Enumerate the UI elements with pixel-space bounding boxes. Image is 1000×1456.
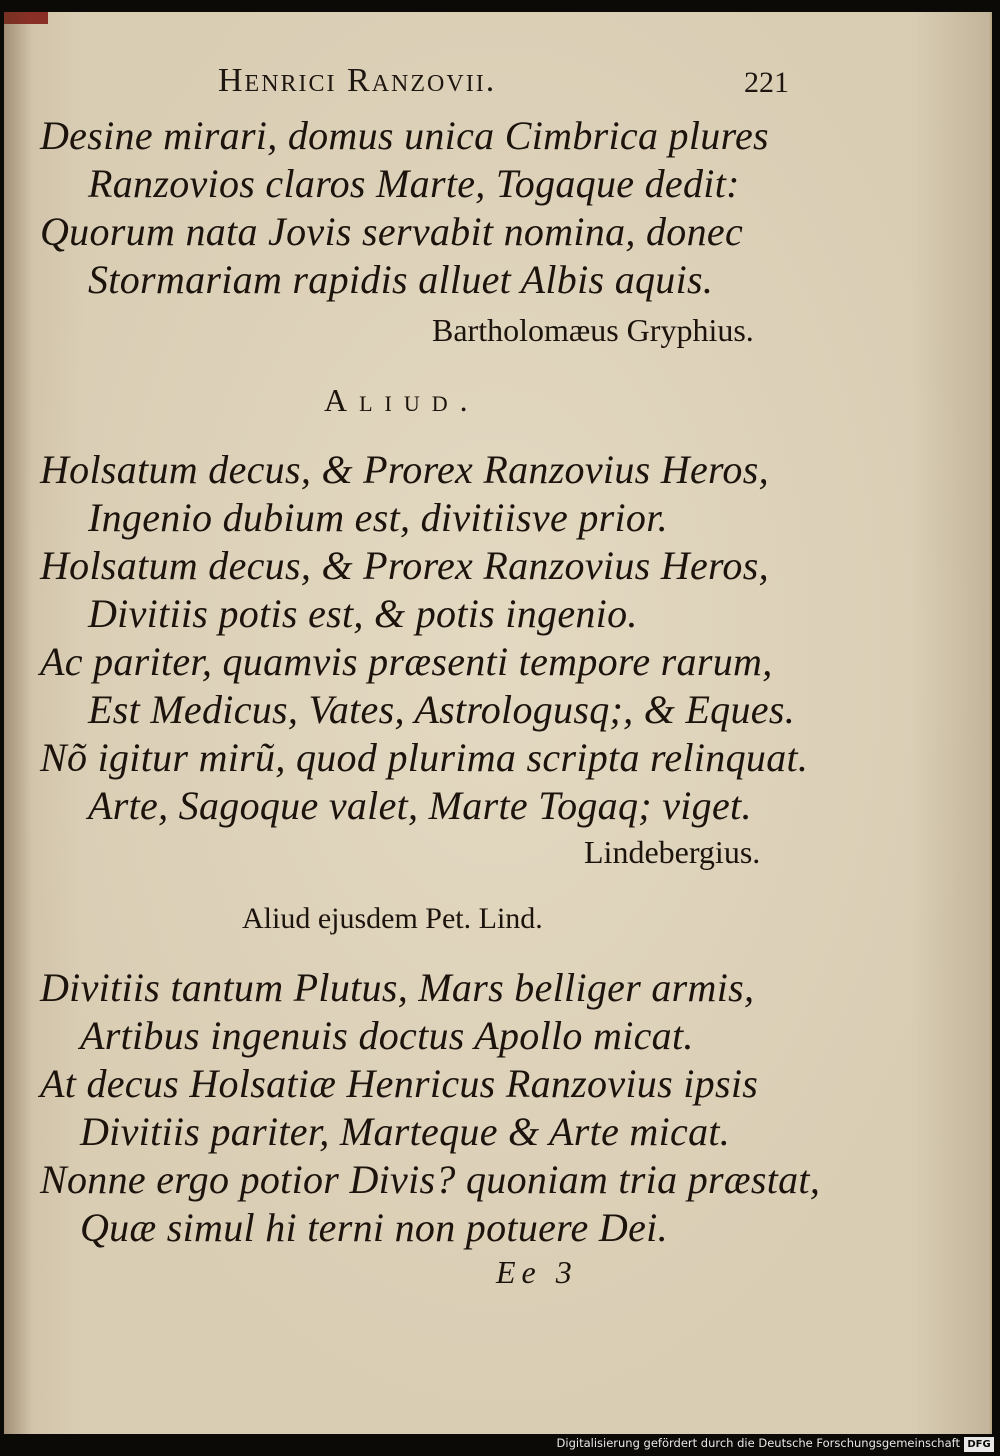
page-gutter-shadow [4, 12, 32, 1434]
poem-signature: Bartholomæus Gryphius. [432, 312, 754, 348]
verse-line: Quæ simul hi terni non potuere Dei. [80, 1205, 668, 1250]
verse-line: Artibus ingenuis doctus Apollo micat. [80, 1013, 694, 1058]
book-page [4, 12, 992, 1434]
verse-line: Ranzovios claros Marte, Togaque dedit: [88, 161, 740, 206]
funding-credit: Digitalisierung gefördert durch die Deutsche Forschungsgemeinschaft [556, 1436, 960, 1450]
verse-line: Divitiis tantum Plutus, Mars belliger armis, [40, 965, 755, 1010]
poem-heading: Aliud ejusdem Pet. Lind. [242, 902, 543, 935]
running-head: Henrici Ranzovii. [218, 62, 497, 99]
verse-line: Divitiis pariter, Marteque & Arte micat. [80, 1109, 731, 1154]
dfg-logo-icon: DFG [964, 1437, 994, 1452]
verse-line: Nonne ergo potior Divis? quoniam tria præstat, [40, 1157, 821, 1202]
verse-line: Ingenio dubium est, divitiisve prior. [88, 495, 668, 540]
verse-line: Holsatum decus, & Prorex Ranzovius Heros, [40, 543, 769, 588]
verse-line: Stormariam rapidis alluet Albis aquis. [88, 257, 714, 302]
verse-line: Holsatum decus, & Prorex Ranzovius Heros, [40, 447, 769, 492]
verse-line: Arte, Sagoque valet, Marte Togaq; viget. [88, 783, 752, 828]
verse-line: Ac pariter, quamvis præsenti tempore rarum, [40, 639, 773, 684]
page-number: 221 [744, 66, 789, 99]
verse-line: Nõ igitur mirũ, quod plurima scripta relinquat. [40, 735, 809, 780]
catchword: Ee 3 [496, 1254, 578, 1290]
verse-line: Quorum nata Jovis servabit nomina, donec [40, 209, 744, 254]
verse-line: Desine mirari, domus unica Cimbrica plures [40, 113, 769, 158]
verse-line: Est Medicus, Vates, Astrologusq;, & Eques. [88, 687, 795, 732]
poem-signature: Lindebergius. [584, 834, 761, 870]
verse-line: Divitiis potis est, & potis ingenio. [88, 591, 638, 636]
poem-heading: Aliud. [324, 382, 480, 418]
verse-line: At decus Holsatiæ Henricus Ranzovius ipsis [40, 1061, 759, 1106]
